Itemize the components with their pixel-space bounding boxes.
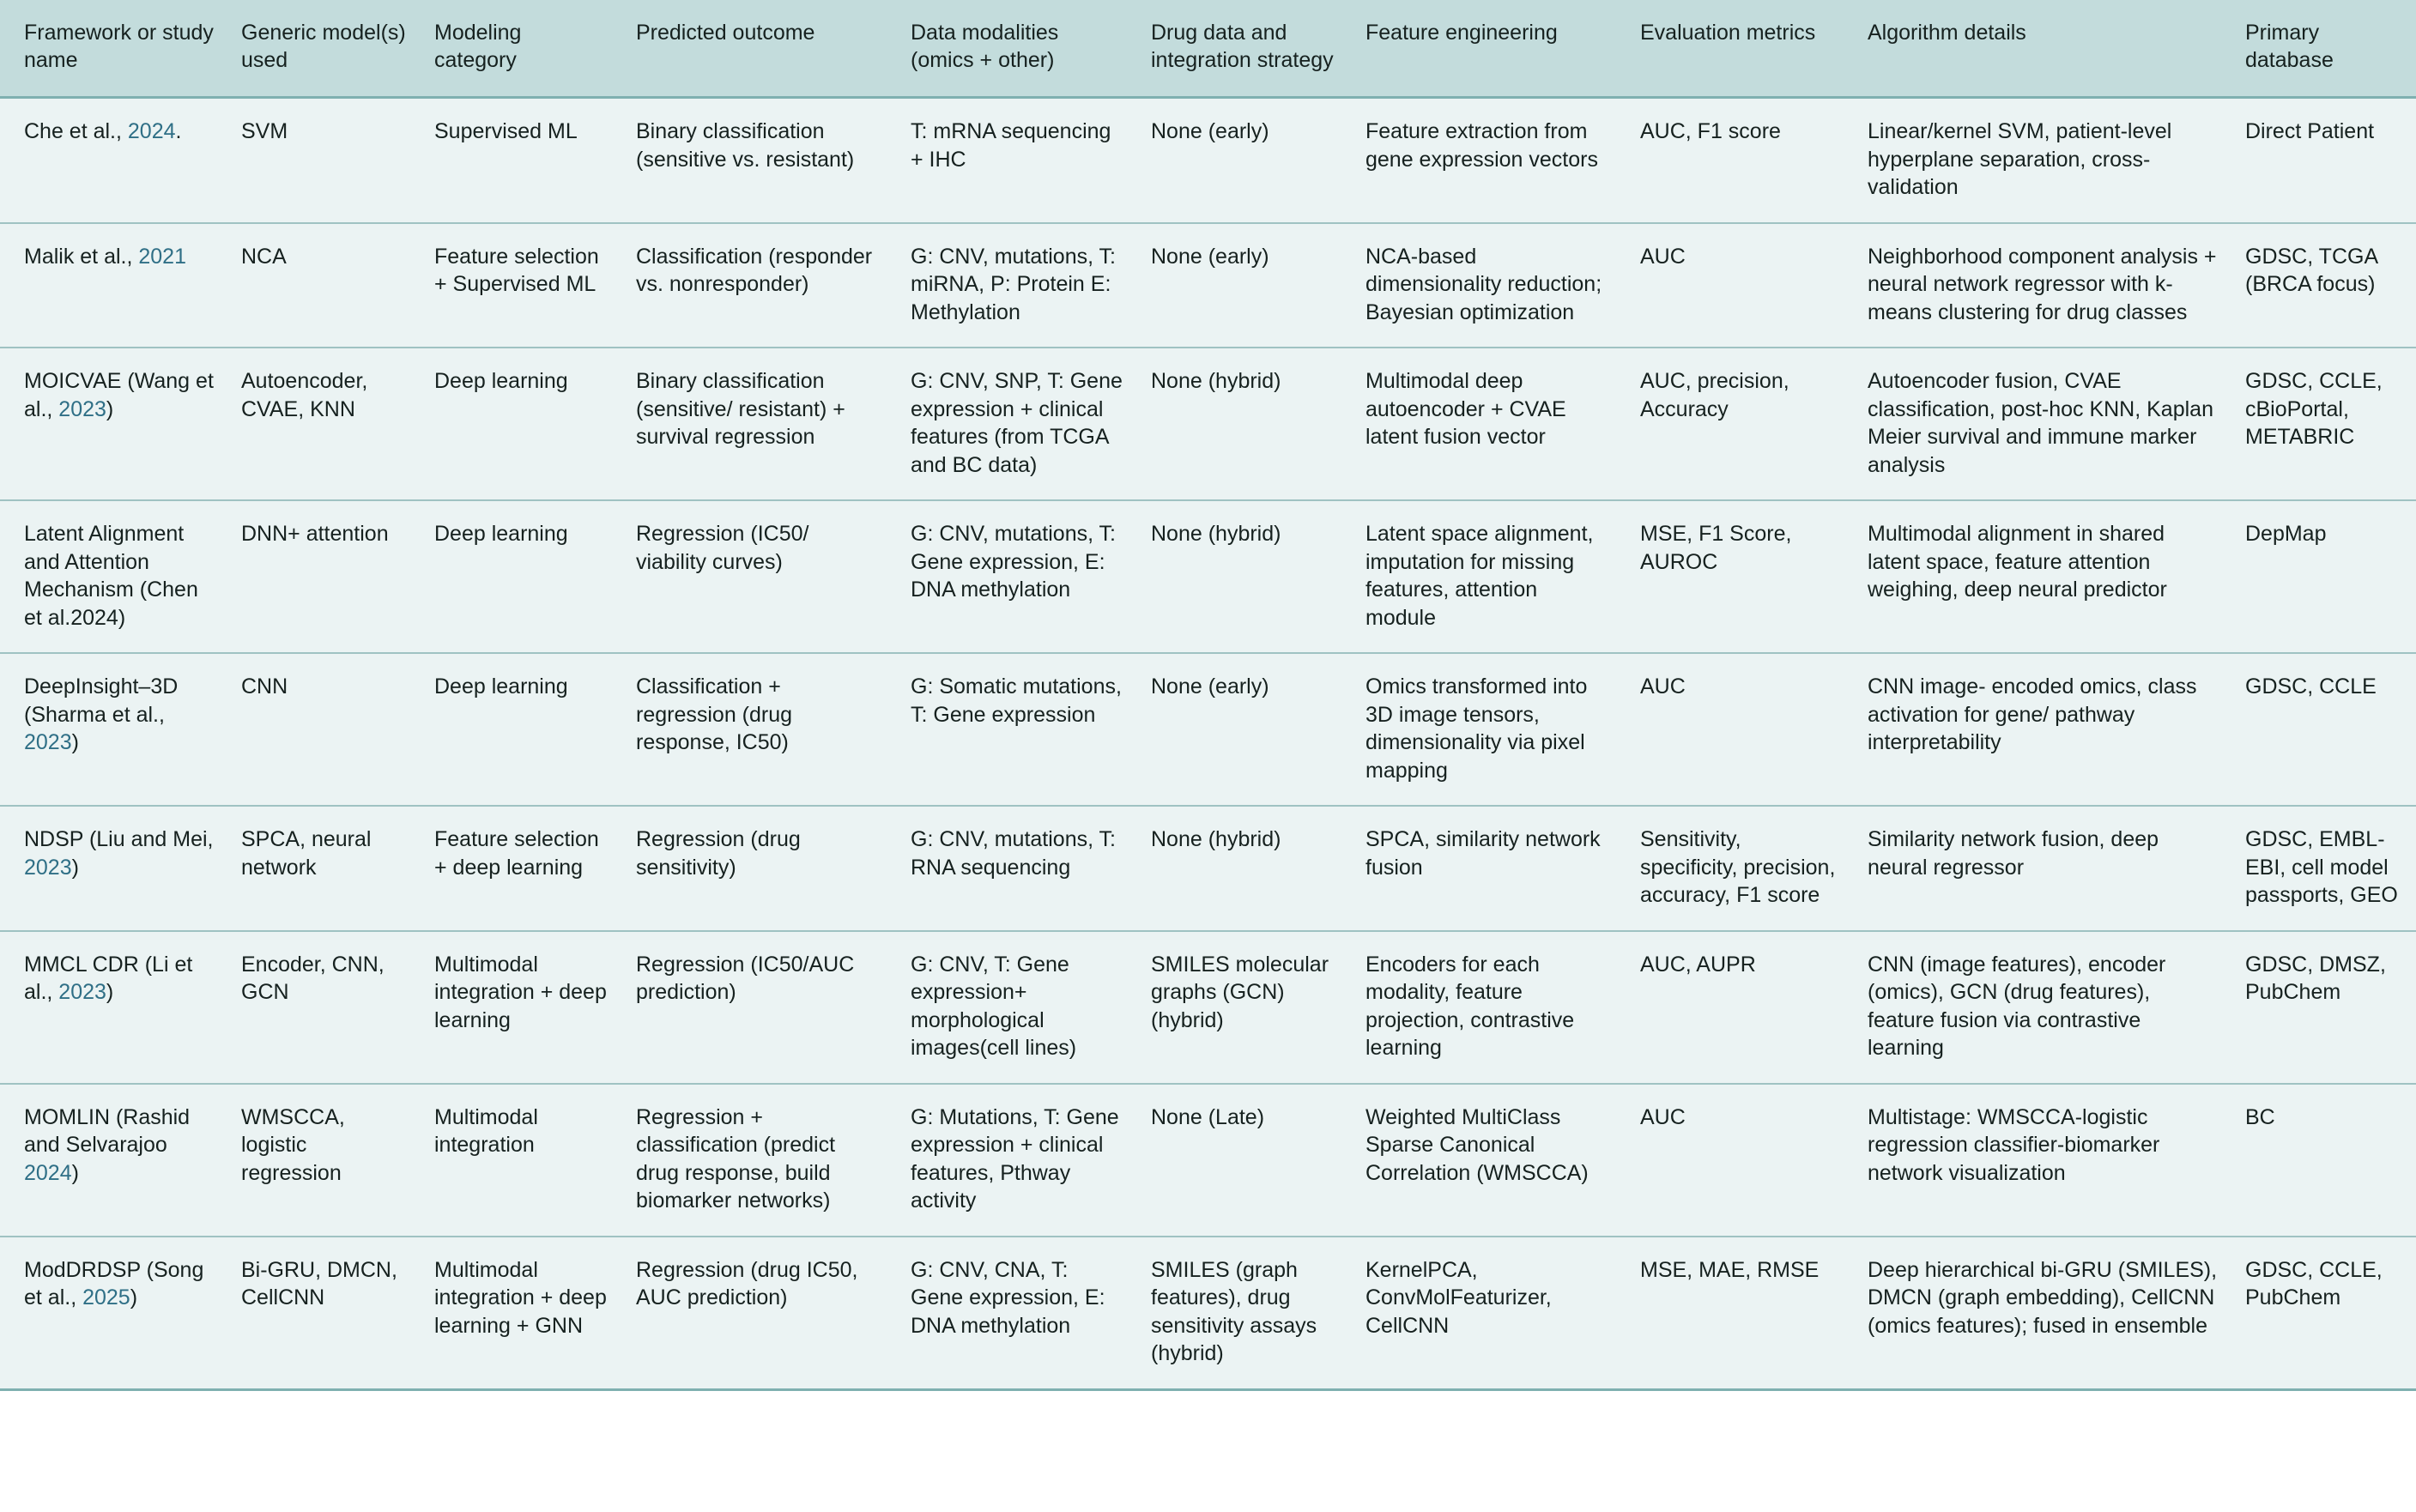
- cell-algorithm: Neighborhood component analysis + neural network regressor with k-means clustering for drug classes: [1854, 223, 2231, 348]
- study-year-link[interactable]: 2021: [138, 244, 186, 269]
- study-name-suffix: ): [71, 855, 79, 880]
- study-year-link[interactable]: 2023: [58, 980, 106, 1004]
- cell-metrics: AUC, F1 score: [1626, 98, 1854, 223]
- table-row: [0, 98, 2416, 223]
- cell-algorithm: Multimodal alignment in shared latent space, feature attention weighing, deep neural predictor: [1854, 500, 2231, 653]
- cell-category: Multimodal integration + deep learning: [421, 931, 622, 1084]
- cell-category: Deep learning: [421, 348, 622, 500]
- table-row: [0, 653, 2416, 806]
- cell-models: DNN+ attention: [227, 500, 421, 653]
- cell-feature-engineering: Feature extraction from gene expression vectors: [1352, 98, 1626, 223]
- table-row: [0, 348, 2416, 500]
- cell-metrics: MSE, MAE, RMSE: [1626, 1237, 1854, 1390]
- cell-metrics: AUC: [1626, 653, 1854, 806]
- cell-drug-integration: SMILES (graph features), drug sensitivity assays (hybrid): [1137, 1237, 1352, 1390]
- cell-metrics: AUC: [1626, 1084, 1854, 1237]
- cell-database: GDSC, TCGA (BRCA focus): [2231, 223, 2416, 348]
- column-header-feature-engineering: Feature engineering: [1365, 21, 1558, 45]
- cell-algorithm: Multistage: WMSCCA-logistic regression classifier-biomarker network visualization: [1854, 1084, 2231, 1237]
- cell-outcome: Regression (drug IC50, AUC prediction): [622, 1237, 897, 1390]
- cell-category: Deep learning: [421, 500, 622, 653]
- cell-feature-engineering: Latent space alignment, imputation for missing features, attention module: [1352, 500, 1626, 653]
- cell-outcome: Regression (IC50/ viability curves): [622, 500, 897, 653]
- cell-framework: [0, 98, 227, 223]
- cell-algorithm: Linear/kernel SVM, patient-level hyperplane separation, cross-validation: [1854, 98, 2231, 223]
- cell-framework: [0, 1237, 227, 1390]
- cell-modalities: G: CNV, mutations, T: RNA sequencing: [897, 806, 1137, 931]
- cell-models: Autoencoder, CVAE, KNN: [227, 348, 421, 500]
- cell-models: Bi-GRU, DMCN, CellCNN: [227, 1237, 421, 1390]
- cell-category: Supervised ML: [421, 98, 622, 223]
- column-header-algorithm: Algorithm details: [1868, 21, 2026, 45]
- cell-framework: [0, 348, 227, 500]
- cell-category: Feature selection + Supervised ML: [421, 223, 622, 348]
- cell-feature-engineering: Encoders for each modality, feature projection, contrastive learning: [1352, 931, 1626, 1084]
- cell-drug-integration: None (hybrid): [1137, 806, 1352, 931]
- cell-feature-engineering: Weighted MultiClass Sparse Canonical Correlation (WMSCCA): [1352, 1084, 1626, 1237]
- cell-algorithm: Autoencoder fusion, CVAE classification, post-hoc KNN, Kaplan Meier survival and immune marker analysis: [1854, 348, 2231, 500]
- study-name-text: DeepInsight–3D (Sharma et al.,: [24, 674, 179, 727]
- cell-drug-integration: SMILES molecular graphs (GCN) (hybrid): [1137, 931, 1352, 1084]
- cell-metrics: AUC, precision, Accuracy: [1626, 348, 1854, 500]
- cell-algorithm: CNN image- encoded omics, class activation for gene/ pathway interpretability: [1854, 653, 2231, 806]
- cell-metrics: AUC, AUPR: [1626, 931, 1854, 1084]
- column-header-category: Modeling category: [434, 21, 522, 72]
- cell-category: Multimodal integration: [421, 1084, 622, 1237]
- cell-drug-integration: None (early): [1137, 98, 1352, 223]
- study-name-text: Latent Alignment and Attention Mechanism (Chen et al.2024): [24, 522, 198, 630]
- cell-modalities: G: CNV, mutations, T: Gene expression, E: DNA methylation: [897, 500, 1137, 653]
- column-header-metrics: Evaluation metrics: [1640, 21, 1816, 45]
- table-row: [0, 223, 2416, 348]
- study-year-link[interactable]: 2023: [24, 855, 72, 880]
- study-name-text: Che et al.,: [24, 119, 128, 143]
- cell-category: Feature selection + deep learning: [421, 806, 622, 931]
- cell-framework: [0, 806, 227, 931]
- study-name-text: MOICVAE (Wang et al.,: [24, 369, 214, 421]
- cell-drug-integration: None (early): [1137, 653, 1352, 806]
- cell-models: Encoder, CNN, GCN: [227, 931, 421, 1084]
- cell-metrics: Sensitivity, specificity, precision, accuracy, F1 score: [1626, 806, 1854, 931]
- cell-outcome: Classification (responder vs. nonresponder): [622, 223, 897, 348]
- study-name-suffix: ): [130, 1285, 138, 1309]
- cell-metrics: MSE, F1 Score, AUROC: [1626, 500, 1854, 653]
- cell-database: GDSC, CCLE, PubChem: [2231, 1237, 2416, 1390]
- study-name-suffix: ): [71, 730, 79, 754]
- study-name-text: Malik et al.,: [24, 244, 139, 269]
- cell-outcome: Regression (IC50/AUC prediction): [622, 931, 897, 1084]
- cell-database: DepMap: [2231, 500, 2416, 653]
- cell-feature-engineering: NCA-based dimensionality reduction; Bayesian optimization: [1352, 223, 1626, 348]
- study-year-link[interactable]: 2023: [24, 730, 72, 754]
- cell-modalities: G: CNV, T: Gene expression+ morphological images(cell lines): [897, 931, 1137, 1084]
- study-name-suffix: ): [71, 1160, 79, 1185]
- cell-drug-integration: None (hybrid): [1137, 348, 1352, 500]
- study-name-text: MMCL CDR (Li et al.,: [24, 952, 193, 1004]
- cell-outcome: Regression + classification (predict drug response, build biomarker networks): [622, 1084, 897, 1237]
- column-header-models: Generic model(s) used: [241, 21, 406, 72]
- cell-models: NCA: [227, 223, 421, 348]
- column-header-outcome: Predicted outcome: [636, 21, 815, 45]
- study-name-suffix: .: [175, 119, 182, 143]
- cell-models: WMSCCA, logistic regression: [227, 1084, 421, 1237]
- study-year-link[interactable]: 2025: [82, 1285, 130, 1309]
- cell-modalities: G: CNV, CNA, T: Gene expression, E: DNA methylation: [897, 1237, 1137, 1390]
- cell-models: SVM: [227, 98, 421, 223]
- cell-database: GDSC, EMBL-EBI, cell model passports, GEO: [2231, 806, 2416, 931]
- study-name-text: ModDRDSP (Song et al.,: [24, 1257, 204, 1309]
- column-header-framework: Framework or study name: [24, 21, 214, 72]
- cell-metrics: AUC: [1626, 223, 1854, 348]
- cell-database: Direct Patient: [2231, 98, 2416, 223]
- cell-models: SPCA, neural network: [227, 806, 421, 931]
- cell-models: CNN: [227, 653, 421, 806]
- cell-modalities: G: Somatic mutations, T: Gene expression: [897, 653, 1137, 806]
- table-row: [0, 1084, 2416, 1237]
- study-name-suffix: ): [106, 396, 114, 421]
- column-header-modalities: Data modalities (omics + other): [911, 21, 1059, 72]
- cell-outcome: Regression (drug sensitivity): [622, 806, 897, 931]
- column-header-drug-integration: Drug data and integration strategy: [1151, 21, 1334, 72]
- cell-feature-engineering: KernelPCA, ConvMolFeaturizer, CellCNN: [1352, 1237, 1626, 1390]
- cell-feature-engineering: Multimodal deep autoencoder + CVAE latent fusion vector: [1352, 348, 1626, 500]
- cell-outcome: Binary classification (sensitive/ resistant) + survival regression: [622, 348, 897, 500]
- cell-modalities: G: CNV, SNP, T: Gene expression + clinical features (from TCGA and BC data): [897, 348, 1137, 500]
- cell-category: Deep learning: [421, 653, 622, 806]
- cell-database: GDSC, CCLE: [2231, 653, 2416, 806]
- cell-feature-engineering: SPCA, similarity network fusion: [1352, 806, 1626, 931]
- study-year-link[interactable]: 2024: [127, 119, 176, 143]
- table-row: [0, 806, 2416, 931]
- study-name-text: NDSP (Liu and Mei,: [24, 827, 214, 851]
- cell-framework: [0, 1084, 227, 1237]
- table-header: [0, 0, 2416, 98]
- cell-framework: [0, 500, 227, 653]
- table-row: [0, 500, 2416, 653]
- cell-category: Multimodal integration + deep learning + GNN: [421, 1237, 622, 1390]
- table-row: [0, 931, 2416, 1084]
- cell-database: BC: [2231, 1084, 2416, 1237]
- cell-framework: [0, 223, 227, 348]
- cell-drug-integration: None (Late): [1137, 1084, 1352, 1237]
- table-row: [0, 1237, 2416, 1390]
- cell-modalities: T: mRNA sequencing + IHC: [897, 98, 1137, 223]
- cell-algorithm: CNN (image features), encoder (omics), GCN (drug features), feature fusion via contrastive learning: [1854, 931, 2231, 1084]
- cell-algorithm: Deep hierarchical bi-GRU (SMILES), DMCN (graph embedding), CellCNN (omics features); fused in ensemble: [1854, 1237, 2231, 1390]
- cell-database: GDSC, CCLE, cBioPortal, METABRIC: [2231, 348, 2416, 500]
- study-name-text: MOMLIN (Rashid and Selvarajoo: [24, 1104, 191, 1157]
- cell-algorithm: Similarity network fusion, deep neural regressor: [1854, 806, 2231, 931]
- cell-feature-engineering: Omics transformed into 3D image tensors, dimensionality via pixel mapping: [1352, 653, 1626, 806]
- cell-modalities: G: Mutations, T: Gene expression + clinical features, Pthway activity: [897, 1084, 1137, 1237]
- cell-framework: [0, 931, 227, 1084]
- study-year-link[interactable]: 2024: [24, 1160, 72, 1185]
- column-header-database: Primary database: [2245, 21, 2334, 72]
- cell-framework: [0, 653, 227, 806]
- cell-outcome: Classification + regression (drug response, IC50): [622, 653, 897, 806]
- cell-modalities: G: CNV, mutations, T: miRNA, P: Protein E: Methylation: [897, 223, 1137, 348]
- cell-outcome: Binary classification (sensitive vs. resistant): [622, 98, 897, 223]
- cell-drug-integration: None (hybrid): [1137, 500, 1352, 653]
- table-header-row: [0, 0, 2416, 98]
- table-body: [0, 98, 2416, 1390]
- study-year-link[interactable]: 2023: [58, 396, 106, 421]
- study-name-suffix: ): [106, 980, 114, 1004]
- cell-database: GDSC, DMSZ, PubChem: [2231, 931, 2416, 1084]
- cell-drug-integration: None (early): [1137, 223, 1352, 348]
